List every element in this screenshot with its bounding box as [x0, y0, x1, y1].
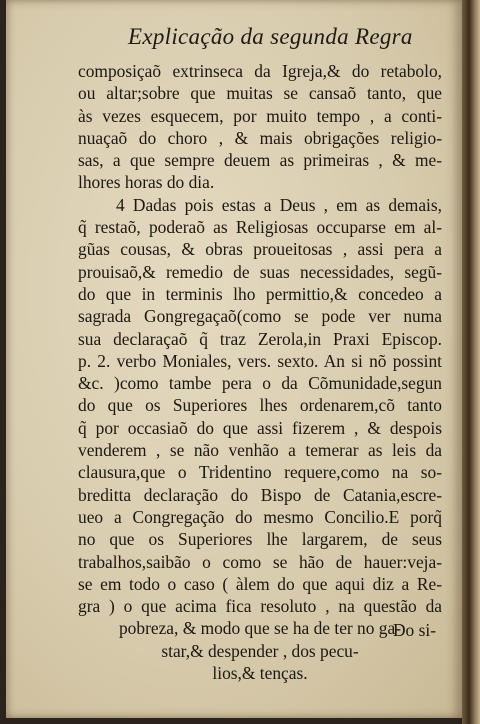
text-line: ueo a Congregação do mesmo Concilio.E porq̃: [78, 506, 442, 527]
text-line: &c. )como tambe pera o da Cõmunidade,segun: [78, 373, 442, 394]
body-text: [78, 60, 442, 684]
text-line: sas, a que sempre deuem as primeiras , & me-: [78, 150, 442, 171]
text-line: breditta declaração do Bispo de Catania,escre-: [78, 484, 442, 505]
running-header: Explicação da segunda Regra: [128, 24, 413, 49]
text-line: composiçaõ extrinseca da Igreja,& do retabolo,: [78, 61, 442, 81]
text-line: clausura,que o Tridentino requere,como na so-: [78, 462, 442, 483]
text-line: p. 2. verbo Moniales, vers. sexto. An si nõ possint: [78, 350, 442, 371]
text-line: sua declaraçaõ q̃ traz Zerola,in Praxi Episcop.: [78, 328, 442, 349]
text-line: do que os Superiores lhes ordenarem,cõ tanto: [78, 395, 442, 416]
text-line: sagrada Gongregaçaõ(como se pode ver numa: [78, 306, 442, 327]
text-line: às vezes esquecem, por muito tempo , a conti-: [78, 105, 442, 126]
text-line: trabalhos,saibão o como se hão de hauer:veja-: [78, 551, 442, 572]
book-spine-edge: [462, 0, 480, 724]
text-line: 4 Dadas pois estas a Deus , em as demais,: [116, 194, 442, 215]
text-line: lhores horas do dia.: [78, 172, 215, 193]
text-line: q̃ restaõ, poderaõ as Religiosas occuparse em al-: [78, 217, 442, 238]
text-line: pobreza, & modo que se ha de ter no ga-: [118, 618, 401, 639]
catchword: Do si-: [393, 620, 436, 640]
text-line: gra ) o que acima fica resoluto , na questão da: [78, 596, 442, 617]
text-line: nuaçaõ do choro , & mais obrigações religio-: [78, 127, 442, 148]
text-line: ou altar;sobre que muitas se cansaõ tanto, que: [78, 83, 442, 104]
text-line: venderem , se não venhão a temerar as leis da: [78, 440, 442, 461]
text-line: se em todo o caso ( àlem do que aqui diz a Re-: [78, 573, 442, 594]
text-line: do que in terminis lho permittio,& concedeo a: [78, 283, 442, 304]
text-line: q̃ por occasiaõ do que assi fizerem , & despois: [78, 417, 442, 438]
text-line: prouisaõ,& remedio de suas necessidades, segũ-: [78, 261, 442, 282]
text-line: no que os Superiores lhe largarem, de seus: [78, 529, 442, 550]
text-line: lios,& tenças.: [212, 663, 308, 684]
text-line: gũas cousas, & obras proueitosas , assi pera a: [78, 239, 442, 260]
text-line: star,& despender , dos pecu-: [161, 640, 359, 661]
